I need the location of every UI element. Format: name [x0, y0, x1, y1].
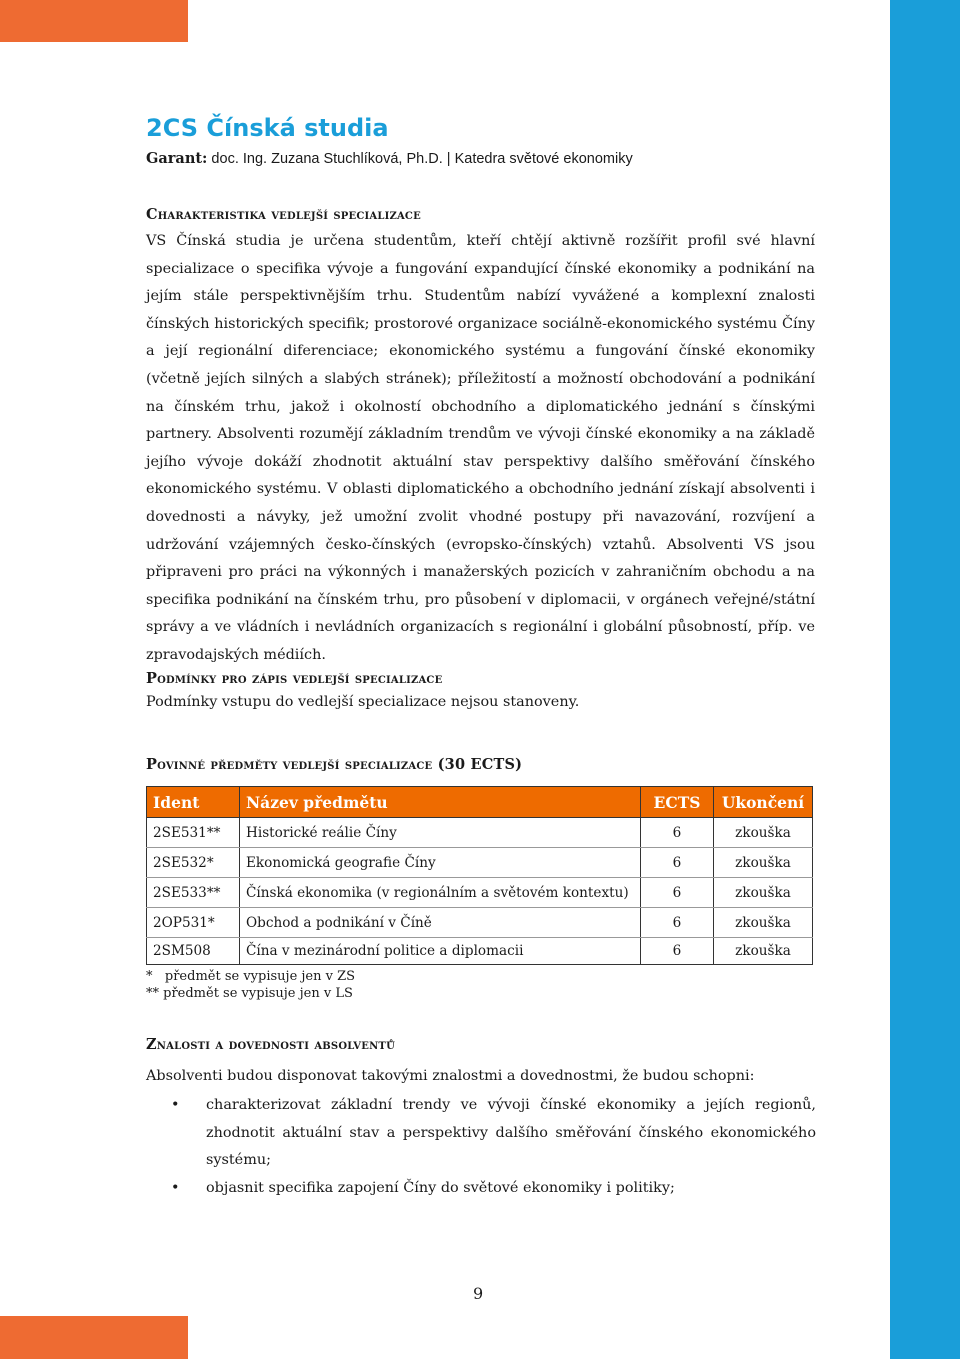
- garant-label: Garant:: [146, 150, 208, 167]
- column-header-name: Název předmětu: [240, 787, 641, 818]
- table-row: [147, 848, 813, 878]
- list-item-text: charakterizovat základní trendy ve vývoji čínské ekonomiky a jejích regionů, zhodnotit aktuální stav a perspektivy dalšího směřování čínského ekonomického systému;: [206, 1097, 816, 1169]
- cell-name: Čínská ekonomika (v regionálním a světovém kontextu): [240, 878, 641, 908]
- column-header-ident: Ident: [147, 787, 240, 818]
- characteristics-text: VS Čínská studia je určena studentům, kteří chtějí aktivně rozšířit profil své hlavní specializace o specifika vývoje a fungování expandující čínské ekonomiky a podnikání na jejím stále perspektivnějším trhu. Studentům nabízí vyvážené a komplexní znalosti čínských historických specifik; prostorové organizace sociálně-ekonomického systému Číny a její regionální diferenciace; ekonomického systému a fungování čínské ekonomiky (včetně jejích silných a slabých stránek); příležitostí a možností obchodování a podnikání na čínském trhu, jakož i okolností obchodního a diplomatického jednání s čínskými partnery. Absolventi rozumějí základním trendům ve vývoji čínské ekonomiky a na základě jejího vývoje dokáží zhodnotit aktuální stav perspektivy dalšího směřování čínského ekonomického systému. V oblasti diplomatického a obchodního jednání získají absolventi i dovednosti a návyky, jež umožní zvolit vhodné postupy při navazování, rozvíjení a udržování vzájemných česko-čínských (evropsko-čínských) vztahů. Absolventi VS jsou připraveni pro práci na výkonných i manažerských pozicích v zahraničním obchodu a na specifika podnikání na čínském trhu, pro působení v diplomacii, v orgánech veřejné/státní správy a ve vládních i nevládních organizacích s regionální i globální působností, příp. ve zpravodajských médiích.: [146, 233, 815, 663]
- table-row: [147, 938, 813, 965]
- cell-completion: zkouška: [714, 908, 813, 938]
- conditions-text: Podmínky vstupu do vedlejší specializace nejsou stanoveny.: [146, 694, 580, 710]
- cell-ects: 6: [641, 908, 714, 938]
- table-footnotes: [146, 968, 355, 1002]
- page-title: 2CS Čínská studia: [146, 114, 389, 142]
- column-header-completion: Ukončení: [714, 787, 813, 818]
- cell-completion: zkouška: [714, 938, 813, 965]
- required-subjects-table: [146, 786, 813, 965]
- required-subjects-heading: Povinné předměty vedlejší specializace (30 ECTS): [146, 756, 523, 773]
- table-header-row: [147, 787, 813, 818]
- cell-name: Čína v mezinárodní politice a diplomacii: [240, 938, 641, 965]
- decorative-orange-block-top: [0, 0, 188, 42]
- cell-name: Ekonomická geografie Číny: [240, 848, 641, 878]
- bullet-icon: •: [171, 1179, 180, 1196]
- cell-ident: 2OP531*: [147, 908, 240, 938]
- cell-ident: 2SE533**: [147, 878, 240, 908]
- conditions-heading: Podmínky pro zápis vedlejší specializace: [146, 670, 443, 687]
- decorative-blue-sidebar: [890, 0, 960, 1359]
- cell-name: Obchod a podnikání v Číně: [240, 908, 641, 938]
- cell-ects: 6: [641, 938, 714, 965]
- cell-ects: 6: [641, 818, 714, 848]
- decorative-orange-block-bottom: [0, 1316, 188, 1359]
- cell-completion: zkouška: [714, 878, 813, 908]
- list-item: [146, 1092, 816, 1175]
- cell-name: Historické reálie Číny: [240, 818, 641, 848]
- knowledge-list: [146, 1092, 816, 1202]
- characteristics-heading: Charakteristika vedlejší specializace: [146, 206, 421, 223]
- table-row: [147, 818, 813, 848]
- table-row: [147, 908, 813, 938]
- cell-completion: zkouška: [714, 818, 813, 848]
- cell-ects: 6: [641, 848, 714, 878]
- garant-line: [146, 150, 633, 167]
- cell-completion: zkouška: [714, 848, 813, 878]
- knowledge-heading: Znalosti a dovednosti absolventů: [146, 1036, 395, 1053]
- bullet-icon: •: [171, 1097, 180, 1113]
- list-item: [146, 1175, 816, 1203]
- list-item-text: objasnit specifika zapojení Číny do světové ekonomiky i politiky;: [206, 1179, 675, 1196]
- knowledge-intro: Absolventi budou disponovat takovými znalostmi a dovednostmi, že budou schopni:: [146, 1068, 755, 1084]
- garant-text: doc. Ing. Zuzana Stuchlíková, Ph.D. | Katedra světové ekonomiky: [207, 151, 633, 167]
- column-header-ects: ECTS: [641, 787, 714, 818]
- cell-ident: 2SM508: [147, 938, 240, 965]
- footnote-summer: ** předmět se vypisuje jen v LS: [146, 986, 353, 1001]
- table-row: [147, 878, 813, 908]
- cell-ident: 2SE532*: [147, 848, 240, 878]
- page-number: 9: [473, 1284, 484, 1303]
- footnote-winter: * předmět se vypisuje jen v ZS: [146, 969, 356, 984]
- cell-ident: 2SE531**: [147, 818, 240, 848]
- cell-ects: 6: [641, 878, 714, 908]
